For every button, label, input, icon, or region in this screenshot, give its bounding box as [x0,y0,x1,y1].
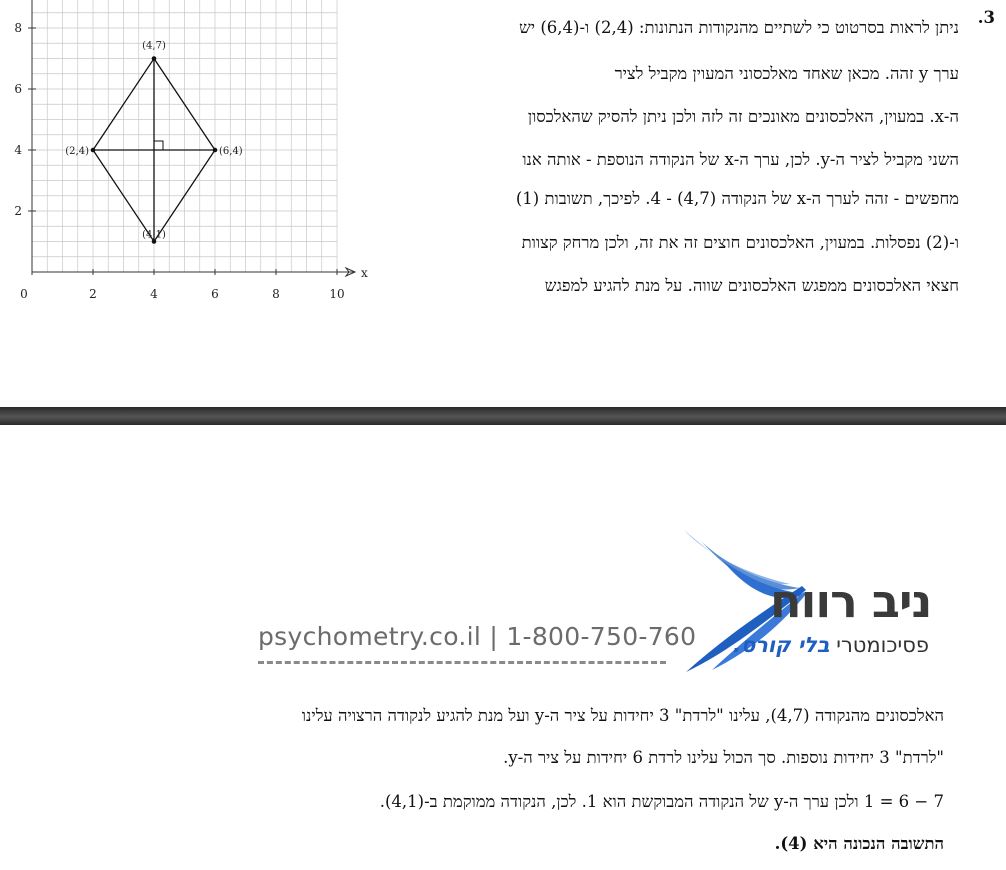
solution-line: ו-(2) נפסלות. במעוין, האלכסונים חוצים זה את זה, ולכן מרחק קצוות [521,233,959,252]
y-tick-label: 6 [14,82,22,96]
page-divider [0,407,1006,425]
x-tick-label: 4 [150,287,158,301]
x-tick-label: 2 [89,287,97,301]
point-label: (2,4) [65,146,89,157]
solution-line: חצאי האלכסונים ממפגש האלכסונים שווה. על מנת להגיע למפגש [544,276,959,295]
x-tick-label: 0 [20,287,28,301]
solution-line: מחפשים - זהה לערך ה-x של הנקודה (4,7) - 4. לפיכך, תשובות (1) [515,189,959,208]
dashed-rule [258,661,666,664]
x-tick-label: 10 [329,287,345,301]
solution-line: האלכסונים מהנקודה (4,7), עלינו "לרדת" 3 יחידות על ציר ה-y ועל מנת להגיע לנקודה הרצויה עלינו [301,706,944,725]
solution-line: "לרדת" 3 יחידות נוספות. סך הכול עלינו לרדת 6 יחידות על ציר ה-y. [503,748,944,767]
contact-info: psychometry.co.il | 1-800-750-760 [258,622,697,651]
x-axis-label: x [361,266,368,280]
solution-line: ניתן לראות בסרטוט כי לשתיים מהנקודות הנתונות: (2,4) ו-(6,4) יש [519,18,959,37]
coordinate-graph [0,21,380,312]
brand-tagline [733,633,929,657]
x-tick-label: 8 [272,287,280,301]
y-tick-label: 2 [14,204,22,218]
y-tick-label: 4 [14,143,22,157]
point-label: (4,7) [142,40,166,52]
point-label: (4,1) [142,229,166,241]
final-answer: התשובה הנכונה היא (4). [774,834,944,853]
question-number: 3. [977,8,995,27]
data-point [152,56,157,61]
data-point [91,148,96,153]
tagline-prefix: פסיכומטרי [829,633,929,657]
right-angle-marker [154,141,163,150]
solution-line: 7 − 6 = 1 ולכן ערך ה-y של הנקודה המבוקשת הוא 1. לכן, הנקודה ממוקמת ב-(4,1). [379,792,944,811]
x-tick-label: 6 [211,287,219,301]
y-tick-label: 8 [14,21,22,35]
tagline-highlight: בלי קורס. [733,633,830,657]
data-point [213,148,218,153]
solution-line: ה-x. במעוין, האלכסונים מאונכים זה לזה ולכן ניתן להסיק שהאלכסון [527,107,959,126]
solution-line: ערך y זהה. מכאן שאחד מאלכסוני המעוין מקביל לציר [614,64,959,83]
rhombus-shape [91,56,218,244]
brand-name: ניב רווח [770,574,932,628]
point-label: (6,4) [219,146,243,157]
solution-line: השני מקביל לציר ה-y. לכן, ערך ה-x של הנקודה הנוספת - אותה אנו [522,150,959,169]
grid [32,0,337,272]
